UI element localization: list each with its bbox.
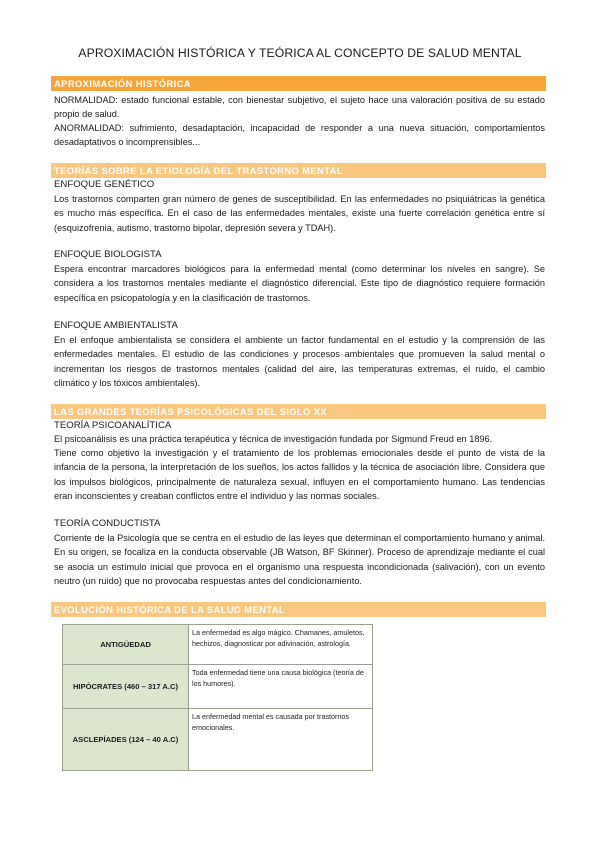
- conductista-paragraph: Corriente de la Psicología que se centra en el estudio de las leyes que determinan el comportamiento humano y animal. En su origen, se focaliza en la conducta observable (JB Watson, BF Skinner). Proceso de aprendizaje mediante el cual se asocia un estímulo inicial que provoca en el organismo una respuesta incondicionada (salivación), con un evento neutro (un ruido) que no provocaba respuestas antes del condicionamiento.: [54, 533, 545, 586]
- description-cell: Toda enfermedad tiene una causa biológica (teoría de los humores).: [189, 665, 373, 709]
- document-title: APROXIMACIÓN HISTÓRICA Y TEÓRICA AL CONCEPTO DE SALUD MENTAL: [78, 46, 522, 60]
- section-heading-evolucion: EVOLUCIÓN HISTÓRICA DE LA SALUD MENTAL: [51, 602, 546, 617]
- section-heading-teorias: LAS GRANDES TEORÍAS PSICOLÓGICAS DEL SIGLO XX: [51, 404, 546, 419]
- genetico-paragraph: Los trastornos comparten gran número de genes de susceptibilidad. En las enfermedades no psiquiátricas la genética es mucho más específica. En el caso de las enfermedades mentales, existe una fuerte correlación genética entre sí (esquizofrenia, autismo, trastorno bipolar, depresión severa y TDAH).: [54, 194, 545, 233]
- table-row: [63, 625, 373, 665]
- psicoanalitica-paragraph-2: Tiene como objetivo la investigación y el tratamiento de los problemas emocionales desde el punto de vista de la infancia de la persona, la interpretación de los sueños, los actos fallidos y la técnica de asociación libre. Considera que los impulsos biológicos, principalmente de naturaleza sexual, influyen en el comportamiento humano. Las tendencias eran inconscientes y creaban conflictos entre el individuo y las normas sociales.: [54, 448, 545, 501]
- genetico-title: ENFOQUE GENÉTICO: [54, 179, 155, 190]
- section-heading-etiologia: TEORÍAS SOBRE LA ETIOLOGÍA DEL TRASTORNO MENTAL: [51, 163, 546, 178]
- description-cell: La enfermedad mental es causada por trastornos emocionales.: [189, 709, 373, 771]
- psicoanalitica-paragraph-1: El psicoanálisis es una práctica terapéutica y técnica de investigación fundada por Sigmund Freud en 1896.: [54, 434, 493, 444]
- psicoanalitica-title: TEORÍA PSICOANALÍTICA: [54, 420, 172, 431]
- table-row: [63, 665, 373, 709]
- biologista-paragraph: Espera encontrar marcadores biológicos para la enfermedad mental (como determinar los niveles en sangre). Se considera a los trastornos mentales mediante el diagnóstico diferencial. Este tipo de diagnóstico requiere formación específica en psicopatología y en la clasificación de trastornos.: [54, 264, 545, 303]
- evolution-table: [62, 624, 373, 771]
- anormalidad-paragraph: ANORMALIDAD: sufrimiento, desadaptación, incapacidad de responder a una nueva situación, comportamientos desadaptativos o incomprensibles...: [54, 123, 545, 148]
- table-row: [63, 709, 373, 771]
- description-cell: La enfermedad es algo mágico. Chamanes, amuletos, hechizos, diagnosticar por adivinación, astrología.: [189, 625, 373, 665]
- ambientalista-paragraph: En el enfoque ambientalista se considera el ambiente un factor fundamental en el estudio y la comprensión de las enfermedades mentales. El estudio de las condiciones y procesos ambientales que promueven la salud mental o incrementan los riesgos de trastornos mentales (calidad del aire, las temperaturas extremas, el ruido, el cambio climático y los tóxicos ambientales).: [54, 335, 545, 388]
- era-cell: ASCLEPÍADES (124 – 40 A.C): [63, 709, 189, 771]
- era-cell: ANTIGÜEDAD: [63, 625, 189, 665]
- conductista-title: TEORÍA CONDUCTISTA: [54, 518, 161, 529]
- biologista-title: ENFOQUE BIOLOGISTA: [54, 249, 162, 260]
- normalidad-paragraph: NORMALIDAD: estado funcional estable, con bienestar subjetivo, el sujeto hace una valoración positiva de su estado propio de salud.: [54, 95, 545, 120]
- era-cell: HIPÓCRATES (460 – 317 A.C): [63, 665, 189, 709]
- ambientalista-title: ENFOQUE AMBIENTALISTA: [54, 320, 178, 331]
- section-heading-historica: APROXIMACIÓN HISTÓRICA: [51, 76, 546, 91]
